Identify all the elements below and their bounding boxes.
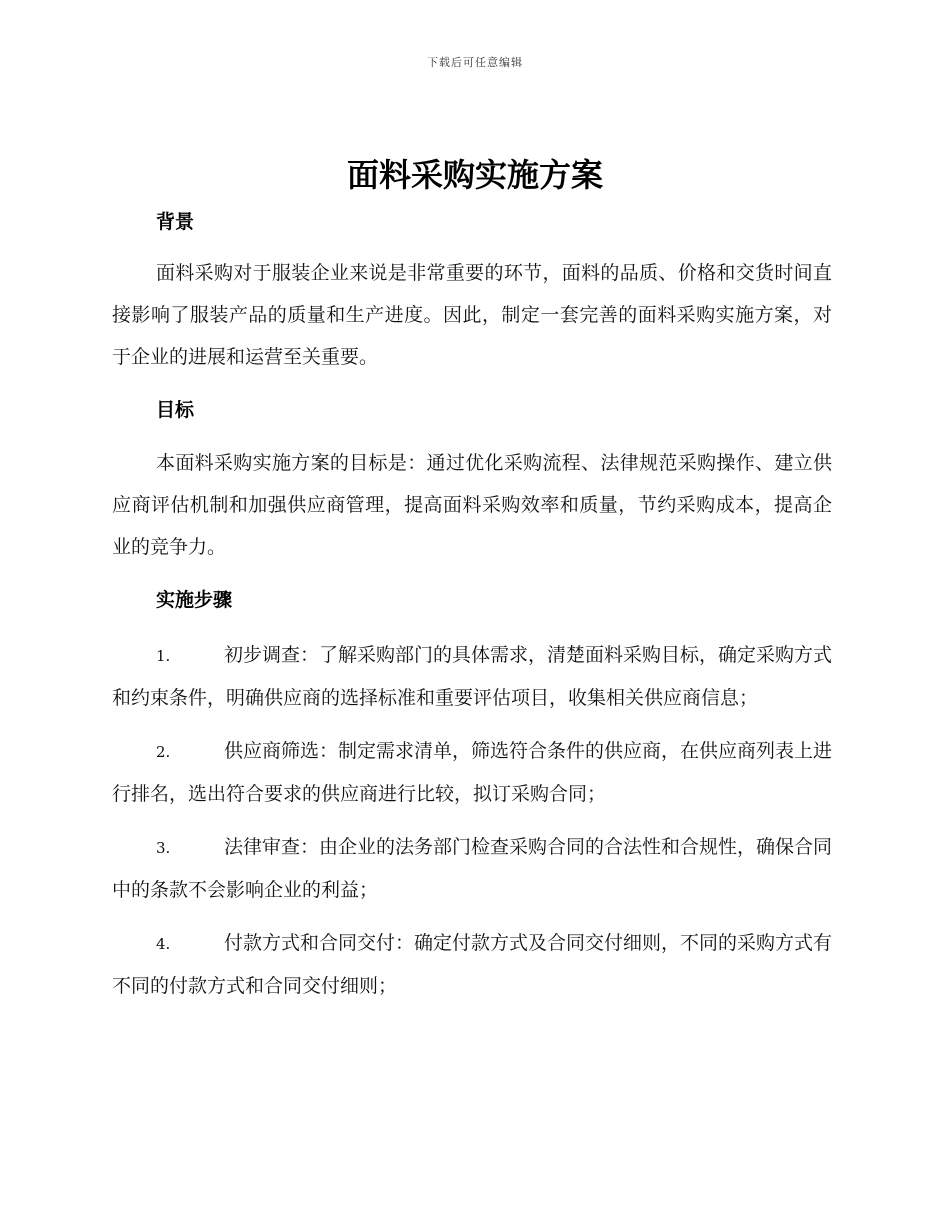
list-item-text: 法律审查：由企业的法务部门检查采购合同的合法性和合规性，确保合同中的条款不会影响企业的利益； <box>112 836 833 901</box>
section-heading-goal: 目标 <box>156 399 195 421</box>
section-heading-steps: 实施步骤 <box>156 589 233 611</box>
header-note: 下载后可任意编辑 <box>427 56 523 69</box>
paragraph-background: 面料采购对于服装企业来说是非常重要的环节，面料的品质、价格和交货时间直接影响了服装产品的质量和生产进度。因此，制定一套完善的面料采购实施方案，对于企业的进展和运营至关重要。 <box>112 262 832 368</box>
list-item-number: 4. <box>156 935 171 953</box>
page-title: 面料采购实施方案 <box>346 156 603 194</box>
paragraph-goal: 本面料采购实施方案的目标是：通过优化采购流程、法律规范采购操作、建立供应商评估机制和加强供应商管理，提高面料采购效率和质量，节约采购成本，提高企业的竞争力。 <box>112 452 832 558</box>
list-item <box>112 826 832 911</box>
section-heading-background: 背景 <box>156 211 195 233</box>
document-body <box>112 200 832 1007</box>
list-item <box>112 730 832 815</box>
list-item-text: 供应商筛选：制定需求清单，筛选符合条件的供应商，在供应商列表上进行排名，选出符合要求的供应商进行比较，拟订采购合同； <box>112 740 833 805</box>
list-item-text: 付款方式和合同交付：确定付款方式及合同交付细则，不同的采购方式有不同的付款方式和合同交付细则； <box>112 932 833 997</box>
list-item-number: 2. <box>156 743 171 761</box>
list-item <box>112 922 832 1007</box>
list-item <box>112 634 832 719</box>
list-item-number: 1. <box>156 647 171 665</box>
list-item-number: 3. <box>156 839 171 857</box>
list-item-text: 初步调查：了解采购部门的具体需求，清楚面料采购目标，确定采购方式和约束条件，明确供应商的选择标准和重要评估项目，收集相关供应商信息； <box>112 644 833 709</box>
